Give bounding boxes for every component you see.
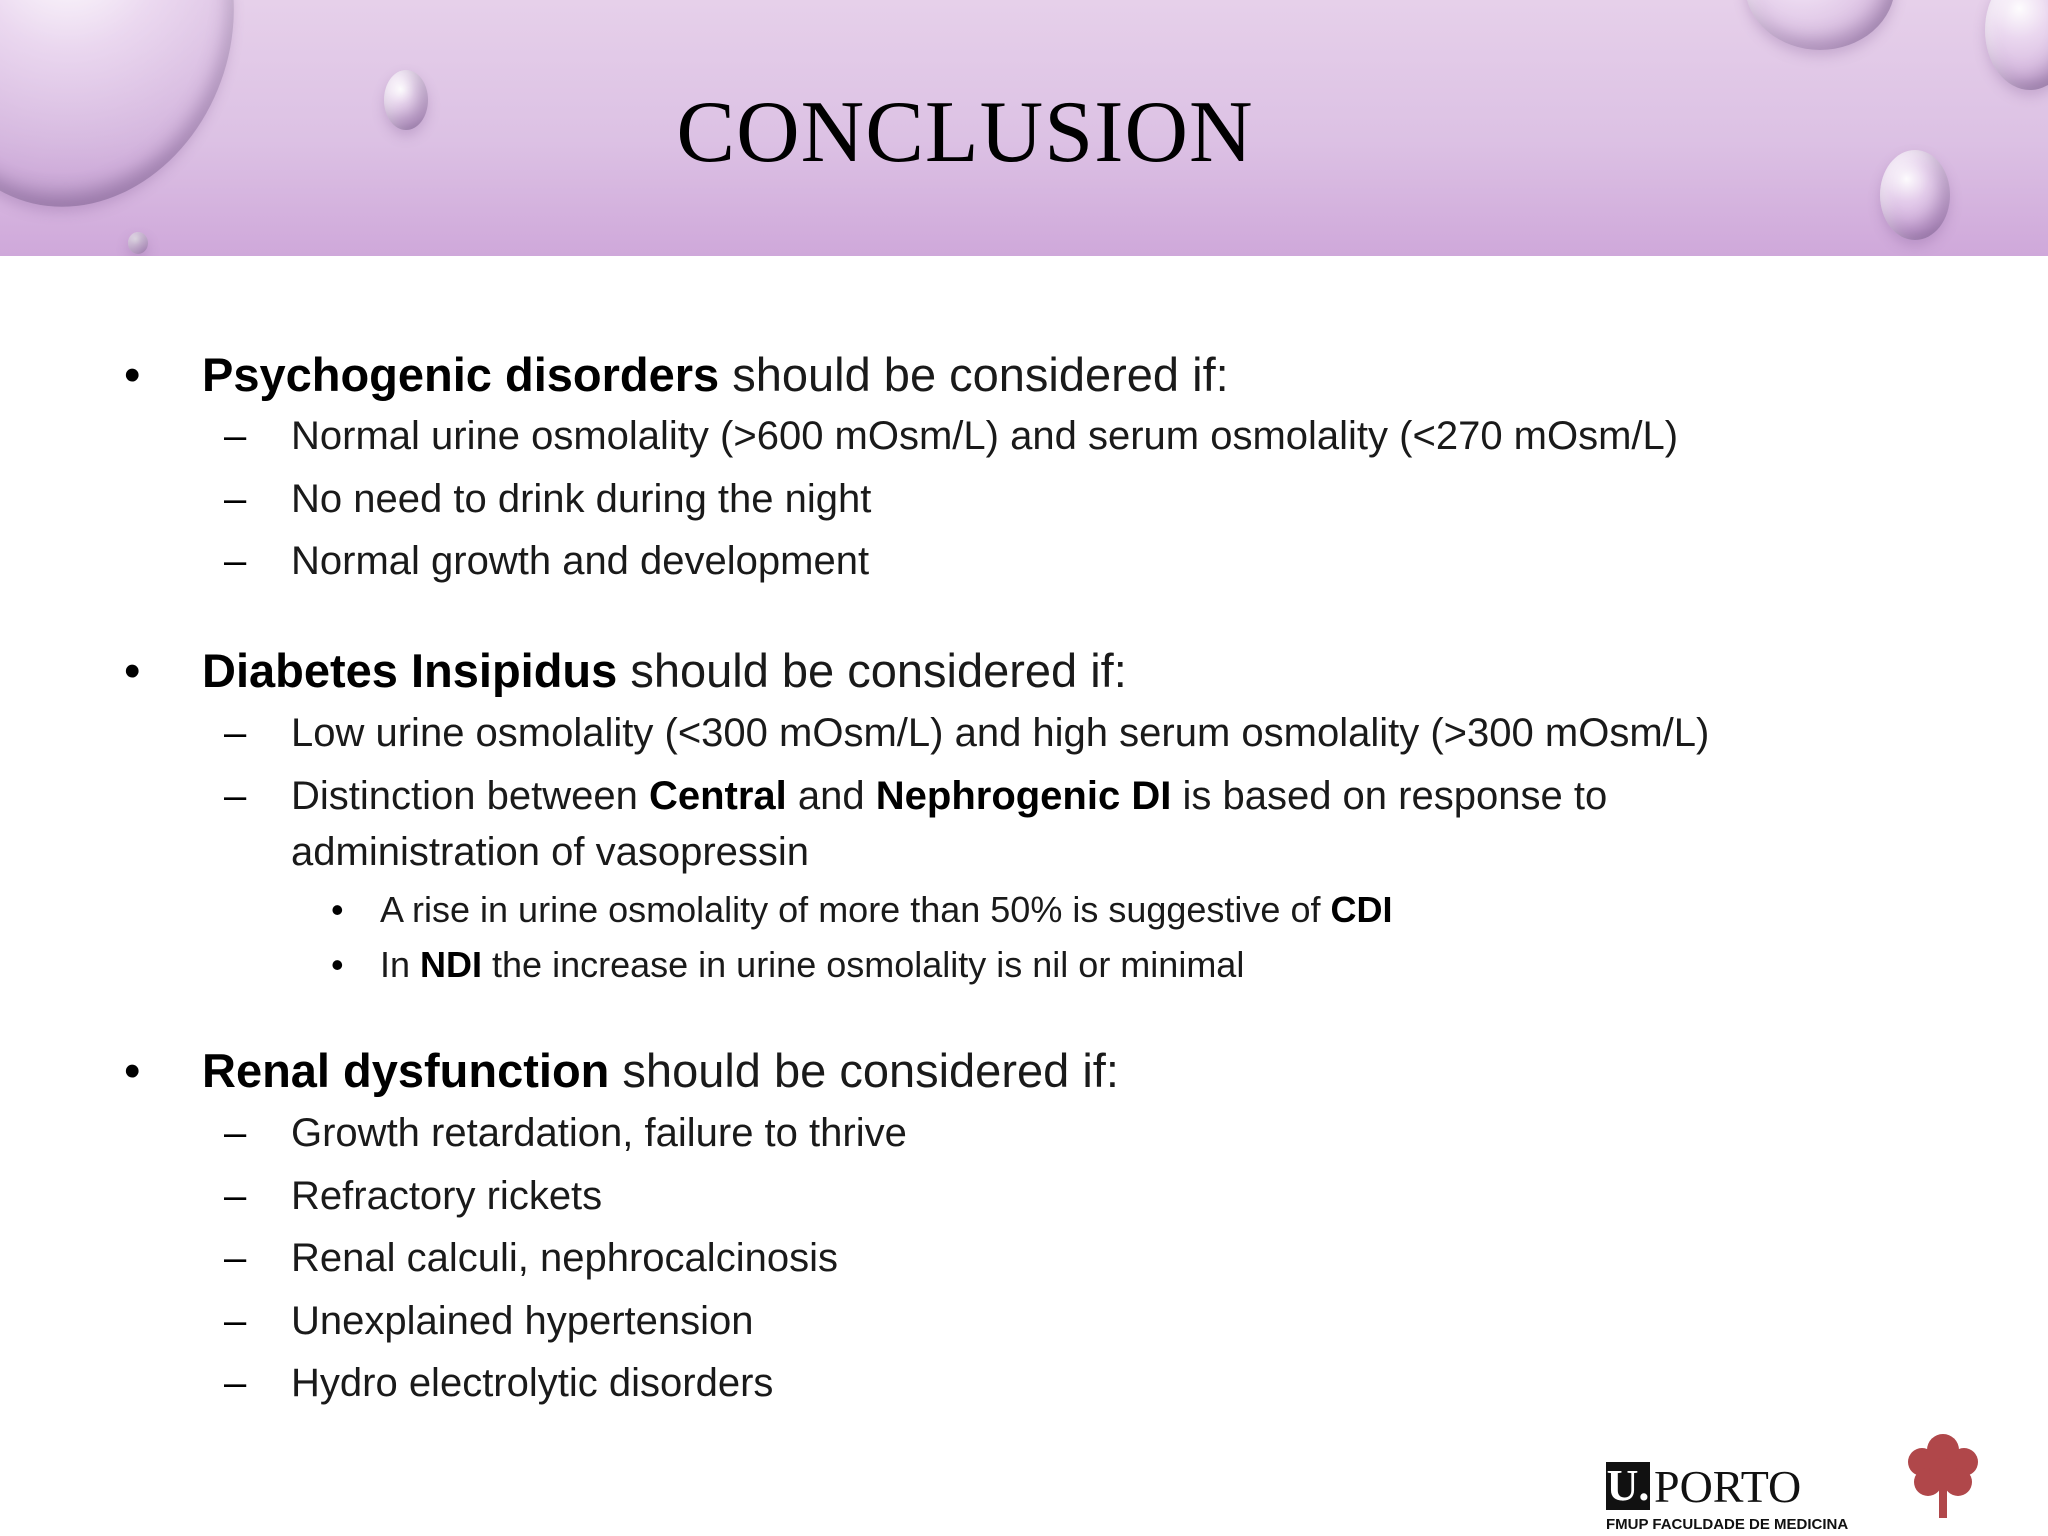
list-item-continuation: administration of vasopressin bbox=[291, 830, 810, 874]
item-dash: – bbox=[224, 1174, 247, 1218]
list-item: Renal calculi, nephrocalcinosis bbox=[291, 1236, 838, 1280]
section-heading-psychogenic bbox=[202, 347, 1229, 402]
tree-logo-icon bbox=[1898, 1428, 1988, 1528]
text-part: the increase in urine osmolality is nil or minimal bbox=[482, 944, 1245, 985]
text-part: In bbox=[380, 944, 421, 985]
sub-item-cdi bbox=[380, 889, 1392, 931]
list-item: Unexplained hypertension bbox=[291, 1299, 754, 1343]
heading-bold: Diabetes Insipidus bbox=[202, 644, 618, 697]
heading-bold: Psychogenic disorders bbox=[202, 348, 720, 401]
heading-rest: should be considered if: bbox=[609, 1044, 1119, 1097]
sub-item-ndi bbox=[380, 944, 1244, 986]
item-dash: – bbox=[224, 1299, 247, 1343]
term-cdi: CDI bbox=[1330, 889, 1393, 930]
text-part: is based on response to bbox=[1171, 774, 1608, 818]
list-item: Normal growth and development bbox=[291, 539, 870, 583]
uporto-logo-u: U. bbox=[1606, 1461, 1650, 1510]
section-bullet: • bbox=[124, 348, 141, 401]
uporto-logo-porto: PORTO bbox=[1654, 1460, 1802, 1512]
heading-rest: should be considered if: bbox=[719, 348, 1229, 401]
list-item: Low urine osmolality (<300 mOsm/L) and high serum osmolality (>300 mOsm/L) bbox=[291, 711, 1710, 755]
section-heading-diabetes-insipidus bbox=[202, 643, 1127, 698]
text-part: Distinction between bbox=[291, 774, 649, 818]
section-bullet: • bbox=[124, 1044, 141, 1097]
term-nephrogenic-di: Nephrogenic DI bbox=[875, 774, 1172, 818]
item-dash: – bbox=[224, 774, 247, 818]
term-ndi: NDI bbox=[420, 944, 483, 985]
fmup-caption: FMUP FACULDADE DE MEDICINA bbox=[1606, 1516, 1849, 1533]
item-dash: – bbox=[224, 539, 247, 583]
item-dash: – bbox=[224, 477, 247, 521]
item-dash: – bbox=[224, 711, 247, 755]
list-item: Refractory rickets bbox=[291, 1174, 603, 1218]
list-item: No need to drink during the night bbox=[291, 477, 872, 521]
list-item: Growth retardation, failure to thrive bbox=[291, 1111, 907, 1155]
section-bullet: • bbox=[124, 644, 141, 697]
list-item-distinction bbox=[291, 774, 1607, 819]
water-drop-tiny bbox=[128, 232, 148, 254]
text-part: A rise in urine osmolality of more than 50% is suggestive of bbox=[380, 889, 1331, 930]
item-dash: – bbox=[224, 1111, 247, 1155]
slide-title: CONCLUSION bbox=[676, 84, 1254, 181]
item-dash: – bbox=[224, 1361, 247, 1405]
list-item: Normal urine osmolality (>600 mOsm/L) and serum osmolality (<270 mOsm/L) bbox=[291, 414, 1679, 458]
water-drop-top-right bbox=[1745, 0, 1895, 50]
heading-bold: Renal dysfunction bbox=[202, 1044, 610, 1097]
sub-bullet: • bbox=[331, 944, 344, 985]
sub-bullet: • bbox=[331, 889, 344, 930]
item-dash: – bbox=[224, 1236, 247, 1280]
text-part: and bbox=[786, 774, 876, 818]
item-dash: – bbox=[224, 414, 247, 458]
section-heading-renal-dysfunction bbox=[202, 1043, 1119, 1098]
water-drop-edge bbox=[1985, 0, 2048, 90]
term-central: Central bbox=[648, 774, 787, 818]
list-item: Hydro electrolytic disorders bbox=[291, 1361, 774, 1405]
uporto-logo bbox=[1606, 1462, 1801, 1510]
heading-rest: should be considered if: bbox=[617, 644, 1127, 697]
